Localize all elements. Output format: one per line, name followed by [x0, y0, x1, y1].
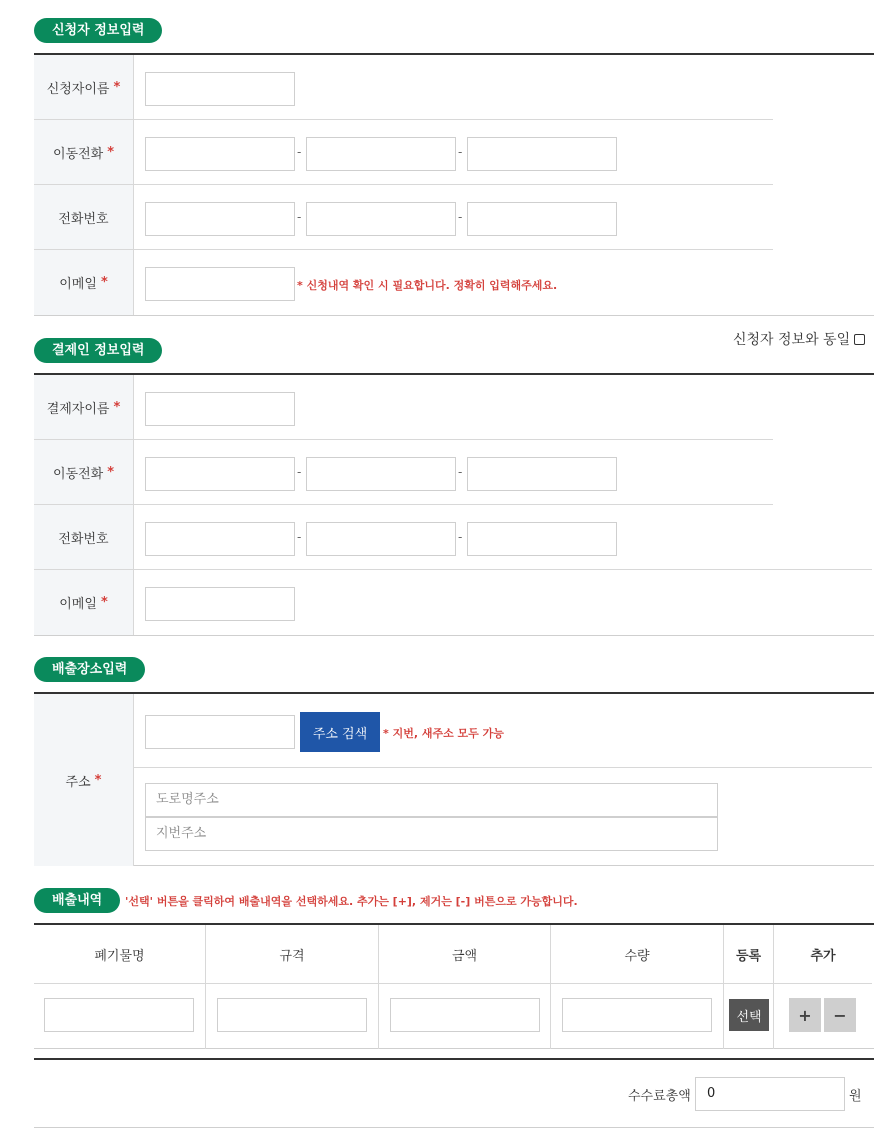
cell-add: [774, 983, 872, 1049]
payer-mobile-label: 이동전화 *: [34, 440, 134, 504]
select-button[interactable]: 선택: [729, 999, 769, 1031]
disposal-note: '선택' 버튼을 클릭하여 배출내역을 선택하세요. 추가는 [+], 제거는 [-] 버튼으로 가능합니다.: [125, 895, 578, 908]
applicant-mobile-row: [34, 120, 773, 185]
lot-address-field[interactable]: 지번주소: [145, 817, 718, 851]
applicant-name-row: [34, 55, 773, 120]
same-as-applicant-checkbox[interactable]: [854, 334, 865, 345]
road-address-field[interactable]: 도로명주소: [145, 783, 718, 817]
cell-amount: [379, 983, 551, 1049]
applicant-section-title: 신청자 정보입력: [34, 18, 162, 43]
payer-phone-label: 전화번호: [34, 505, 134, 569]
applicant-name-input[interactable]: [145, 72, 295, 106]
address-search-note: * 지번, 새주소 모두 가능: [383, 727, 504, 740]
dash: -: [297, 210, 302, 224]
total-amount-input[interactable]: 0: [695, 1077, 845, 1111]
dash: -: [297, 530, 302, 544]
cell-quantity: [551, 983, 724, 1049]
same-as-applicant: [733, 329, 865, 349]
payer-section-title: 결제인 정보입력: [34, 338, 162, 363]
total-unit: 원: [849, 1089, 862, 1104]
dash: -: [458, 210, 463, 224]
location-section-title: 배출장소입력: [34, 657, 145, 682]
applicant-email-input[interactable]: [145, 267, 295, 301]
cell-register: [724, 983, 774, 1049]
dash: -: [458, 145, 463, 159]
cell-waste-name: [34, 983, 206, 1049]
applicant-phone-row: [34, 185, 773, 250]
payer-email-input[interactable]: [145, 587, 295, 621]
dash: -: [297, 465, 302, 479]
applicant-email-row: [34, 250, 872, 315]
payer-mobile-input-3[interactable]: [467, 457, 617, 491]
applicant-email-label: 이메일 *: [34, 250, 134, 315]
payer-phone-row: [34, 505, 872, 570]
waste-name-input[interactable]: [44, 998, 194, 1032]
dash: -: [297, 145, 302, 159]
minus-button[interactable]: −: [824, 998, 856, 1032]
amount-input[interactable]: [390, 998, 540, 1032]
payer-phone-input-1[interactable]: [145, 522, 295, 556]
dash: -: [458, 530, 463, 544]
applicant-phone-input-2[interactable]: [306, 202, 456, 236]
same-as-applicant-label: 신청자 정보와 동일: [733, 332, 851, 348]
quantity-input[interactable]: [562, 998, 712, 1032]
applicant-mobile-input-3[interactable]: [467, 137, 617, 171]
plus-button[interactable]: +: [789, 998, 821, 1032]
applicant-phone-label: 전화번호: [34, 185, 134, 249]
header-amount: 금액: [379, 925, 551, 983]
payer-email-label: 이메일 *: [34, 570, 134, 635]
total-box: [34, 1058, 874, 1128]
disposal-section-title: 배출내역: [34, 888, 120, 913]
header-register: 등록: [724, 925, 774, 983]
payer-email-row: [34, 570, 872, 635]
applicant-phone-input-1[interactable]: [145, 202, 295, 236]
payer-mobile-input-1[interactable]: [145, 457, 295, 491]
spec-input[interactable]: [217, 998, 367, 1032]
header-waste-name: 폐기물명: [34, 925, 206, 983]
applicant-mobile-input-1[interactable]: [145, 137, 295, 171]
address-label: 주소 *: [34, 694, 134, 866]
dash: -: [458, 465, 463, 479]
zipcode-input[interactable]: [145, 715, 295, 749]
payer-mobile-row: [34, 440, 773, 505]
payer-name-label: 결제자이름 *: [34, 375, 134, 439]
header-quantity: 수량: [551, 925, 724, 983]
applicant-form: [34, 53, 874, 316]
email-note: * 신청내역 확인 시 필요합니다. 정확히 입력해주세요.: [297, 279, 558, 292]
disposal-table: [34, 923, 874, 1049]
payer-name-input[interactable]: [145, 392, 295, 426]
payer-phone-input-3[interactable]: [467, 522, 617, 556]
address-search-button[interactable]: 주소 검색: [300, 712, 380, 752]
applicant-phone-input-3[interactable]: [467, 202, 617, 236]
payer-name-row: [34, 375, 773, 440]
applicant-mobile-label: 이동전화 *: [34, 120, 134, 184]
divider: [134, 767, 872, 768]
payer-form: [34, 373, 874, 636]
payer-mobile-input-2[interactable]: [306, 457, 456, 491]
applicant-name-label: 신청자이름 *: [34, 55, 134, 119]
applicant-mobile-input-2[interactable]: [306, 137, 456, 171]
total-label: 수수료총액: [628, 1089, 691, 1104]
header-spec: 규격: [206, 925, 379, 983]
cell-spec: [206, 983, 379, 1049]
location-form: [34, 692, 874, 866]
payer-phone-input-2[interactable]: [306, 522, 456, 556]
header-add: 추가: [810, 948, 836, 964]
